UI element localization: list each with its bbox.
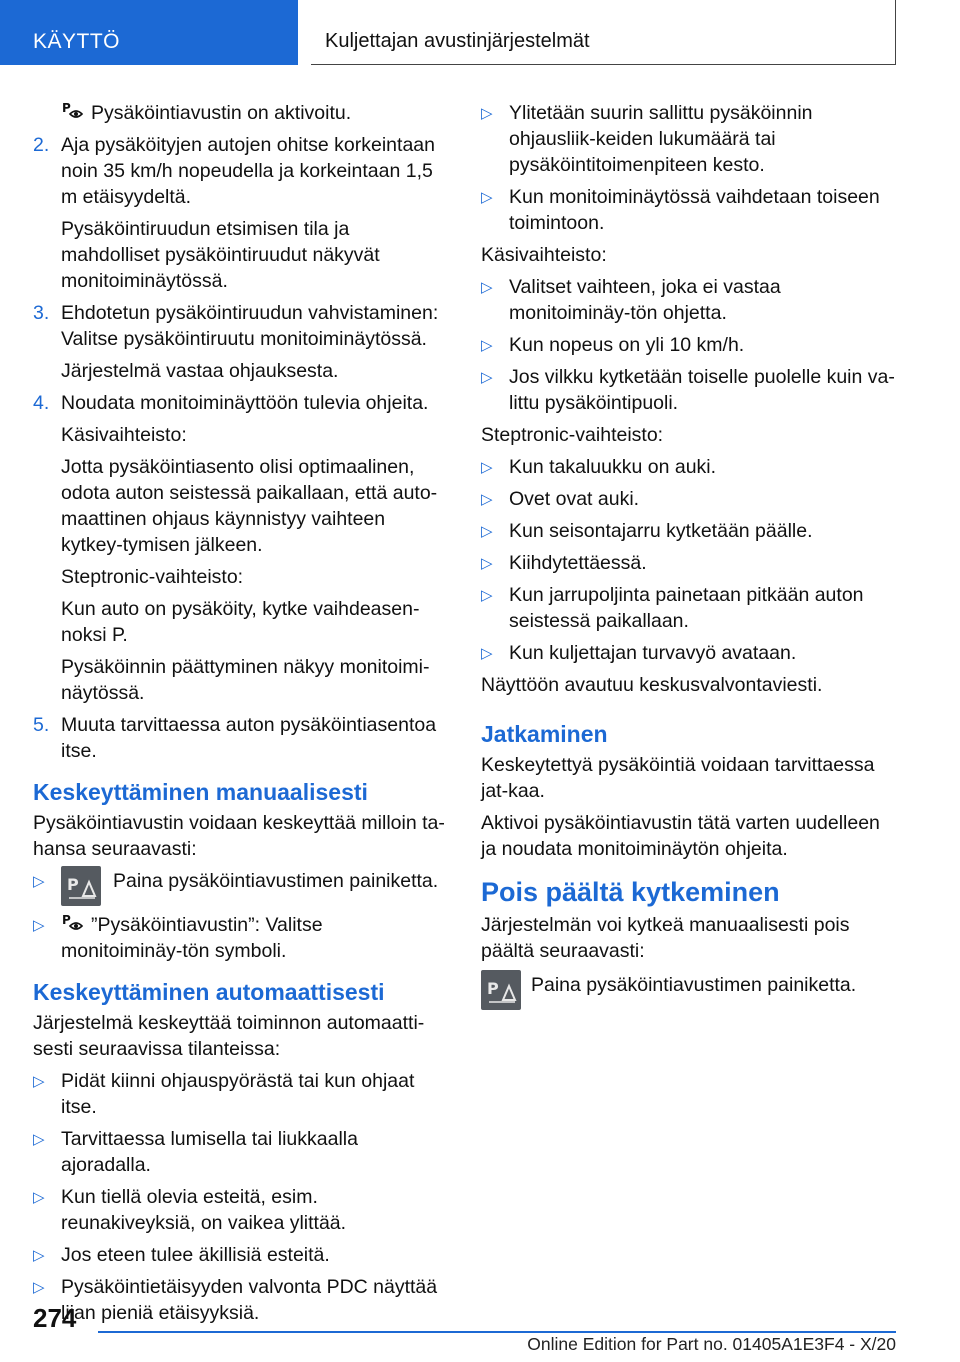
step-4-steptronic-label: Steptronic-vaihteisto: xyxy=(61,566,244,588)
list-item xyxy=(33,1274,449,1326)
right-column xyxy=(481,100,897,1022)
triangle-bullet-icon: ▷ xyxy=(481,459,493,476)
bullet-text: Paina pysäköintiavustimen painiketta. xyxy=(113,870,439,892)
triangle-bullet-icon: ▷ xyxy=(481,279,493,296)
bullet-text: Kun nopeus on yli 10 km/h. xyxy=(509,334,745,356)
list-item xyxy=(481,454,897,480)
triangle-bullet-icon: ▷ xyxy=(481,491,493,508)
triangle-bullet-icon: ▷ xyxy=(481,587,493,604)
section-tab xyxy=(0,0,298,65)
steptronic-label: Steptronic-vaihteisto: xyxy=(481,424,664,446)
auto-intro: Järjestelmä keskeyttää toiminnon automaatti-sesti seuraavissa tilanteissa: xyxy=(33,1012,425,1060)
list-item xyxy=(481,640,897,666)
triangle-bullet-icon: ▷ xyxy=(481,369,493,386)
step-4-manual-text: Jotta pysäköintiasento olisi optimaalinen, odota auton seistessä paikallaan, että auto-maattinen ohjaus käynnistyy vaihteen kytkey-tymisen jälkeen. xyxy=(61,456,438,556)
step-4-end-note: Pysäköinnin päättyminen näkyy monitoimi-näytössä. xyxy=(61,656,430,704)
bullet-text: Kun takaluukku on auki. xyxy=(509,456,717,478)
bullet-text: Valitset vaihteen, joka ei vastaa monitoiminäy-tön ohjetta. xyxy=(509,276,781,324)
step-number: 5. xyxy=(33,714,50,736)
bullet-text: Kiihdytettäessä. xyxy=(509,552,647,574)
manual-bullet-symbol xyxy=(33,912,449,964)
step-text: Noudata monitoiminäyttöön tulevia ohjeita. xyxy=(61,392,429,414)
heading-manual-interrupt: Keskeyttäminen manuaalisesti xyxy=(33,779,368,805)
triangle-bullet-icon: ▷ xyxy=(481,105,493,122)
bullet-text: Jos vilkku kytketään toiselle puolelle kuin va-littu pysäköintipuoli. xyxy=(509,366,895,414)
manual-gearbox-label: Käsivaihteisto: xyxy=(481,244,607,266)
list-item xyxy=(481,274,897,326)
triangle-bullet-icon: ▷ xyxy=(33,1247,45,1264)
step-2-note: Pysäköintiruudun etsimisen tila ja mahdolliset pysäköintiruudut näkyvät monitoiminäytössä. xyxy=(61,218,380,292)
bullet-text: Tarvittaessa lumisella tai liukkaalla ajoradalla. xyxy=(61,1128,358,1176)
bullet-text: Ovet ovat auki. xyxy=(509,488,640,510)
left-column xyxy=(33,100,449,1332)
list-item xyxy=(481,332,897,358)
heading-continue: Jatkaminen xyxy=(481,721,608,747)
manual-intro: Pysäköintiavustin voidaan keskeyttää milloin ta-hansa seuraavasti: xyxy=(33,812,445,860)
triangle-bullet-icon: ▷ xyxy=(33,1073,45,1090)
list-item xyxy=(33,1068,449,1120)
list-item xyxy=(481,486,897,512)
list-item xyxy=(481,100,897,178)
section-label: KÄYTTÖ xyxy=(33,30,121,53)
triangle-bullet-icon: ▷ xyxy=(481,189,493,206)
bullet-text: Pysäköintietäisyyden valvonta PDC näyttää liian pieniä etäisyyksiä. xyxy=(61,1276,438,1324)
switch-off-button-step xyxy=(481,972,897,1022)
svg-text:P: P xyxy=(62,101,71,115)
manual-bullet-button xyxy=(33,868,449,912)
heading-auto-interrupt: Keskeyttäminen automaattisesti xyxy=(33,979,385,1005)
triangle-bullet-icon: ▷ xyxy=(33,1279,45,1296)
step-text: Muuta tarvittaessa auton pysäköintiasentoa itse. xyxy=(61,714,437,762)
triangle-bullet-icon: ▷ xyxy=(481,645,493,662)
step-3 xyxy=(33,300,449,352)
svg-text:P: P xyxy=(487,979,499,998)
heading-switch-off: Pois päältä kytkeminen xyxy=(481,877,780,907)
triangle-bullet-icon: ▷ xyxy=(481,337,493,354)
list-item xyxy=(481,582,897,634)
footer-divider xyxy=(98,1331,896,1333)
step-number: 3. xyxy=(33,302,50,324)
triangle-bullet-icon: ▷ xyxy=(481,555,493,572)
bullet-text: Ylitetään suurin sallittu pysäköinnin ohjausliik-keiden lukumäärä tai pysäköintitoimenpiteen kesto. xyxy=(509,102,813,176)
parking-assist-icon xyxy=(61,912,85,934)
list-item xyxy=(33,1126,449,1178)
monitor-note: Näyttöön avautuu keskusvalvontaviesti. xyxy=(481,674,823,696)
list-item xyxy=(33,1184,449,1236)
switch-off-intro: Järjestelmän voi kytkeä manuaalisesti pois päältä seuraavasti: xyxy=(481,914,850,962)
bullet-text: Kun seisontajarru kytketään päälle. xyxy=(509,520,813,542)
step-text: Aja pysäköityjen autojen ohitse korkeintaan noin 35 km/h nopeudella ja korkeintaan 1,5 m etäisyydeltä. xyxy=(61,134,435,208)
step-4 xyxy=(33,390,449,416)
list-item xyxy=(481,364,897,416)
active-text: Pysäköintiavustin on aktivoitu. xyxy=(91,102,352,124)
step-text: Ehdotetun pysäköintiruudun vahvistaminen: Valitse pysäköintiruutu monitoiminäytössä. xyxy=(61,302,439,350)
svg-text:P: P xyxy=(67,875,79,894)
bullet-text: Kun tiellä olevia esteitä, esim. reunakiveyksiä, on vaikea ylittää. xyxy=(61,1186,347,1234)
chapter-header xyxy=(311,0,896,65)
parking-assist-button-icon xyxy=(61,866,101,906)
button-step-text: Paina pysäköintiavustimen painiketta. xyxy=(531,974,857,996)
list-item xyxy=(481,550,897,576)
svg-text:P: P xyxy=(62,913,71,927)
bullet-text: Jos eteen tulee äkillisiä esteitä. xyxy=(61,1244,330,1266)
triangle-bullet-icon: ▷ xyxy=(481,523,493,540)
triangle-bullet-icon: ▷ xyxy=(33,1189,45,1206)
parking-assist-icon xyxy=(61,100,85,122)
step-5 xyxy=(33,712,449,764)
step-4-manual-label: Käsivaihteisto: xyxy=(61,424,187,446)
step-number: 4. xyxy=(33,392,50,414)
triangle-bullet-icon: ▷ xyxy=(33,917,45,934)
page-number: 274 xyxy=(33,1303,77,1333)
step-2 xyxy=(33,132,449,210)
list-item xyxy=(33,1242,449,1268)
bullet-text: Kun jarrupoljinta painetaan pitkään auton seistessä paikallaan. xyxy=(509,584,864,632)
bullet-text: Kun kuljettajan turvavyö avataan. xyxy=(509,642,797,664)
list-item xyxy=(481,518,897,544)
continue-text-2: Aktivoi pysäköintiavustin tätä varten uudelleen ja noudata monitoiminäytön ohjeita. xyxy=(481,812,880,860)
footer-edition: Online Edition for Part no. 01405A1E3F4 - X/20 xyxy=(527,1334,896,1354)
bullet-text: Kun monitoiminäytössä vaihdetaan toiseen toimintoon. xyxy=(509,186,880,234)
step-number: 2. xyxy=(33,134,50,156)
continue-text-1: Keskeytettyä pysäköintiä voidaan tarvittaessa jat-kaa. xyxy=(481,754,875,802)
active-line xyxy=(33,100,449,126)
chapter-title: Kuljettajan avustinjärjestelmät xyxy=(325,30,590,52)
triangle-bullet-icon: ▷ xyxy=(33,873,45,890)
bullet-text: Pidät kiinni ohjauspyörästä tai kun ohjaat itse. xyxy=(61,1070,415,1118)
triangle-bullet-icon: ▷ xyxy=(33,1131,45,1148)
step-3-note: Järjestelmä vastaa ohjauksesta. xyxy=(61,360,339,382)
parking-assist-button-icon xyxy=(481,970,521,1010)
step-4-steptronic-text: Kun auto on pysäköity, kytke vaihdeasen-noksi P. xyxy=(61,598,420,646)
bullet-text: ”Pysäköintiavustin”: Valitse monitoiminäy-tön symboli. xyxy=(61,914,323,962)
list-item xyxy=(481,184,897,236)
